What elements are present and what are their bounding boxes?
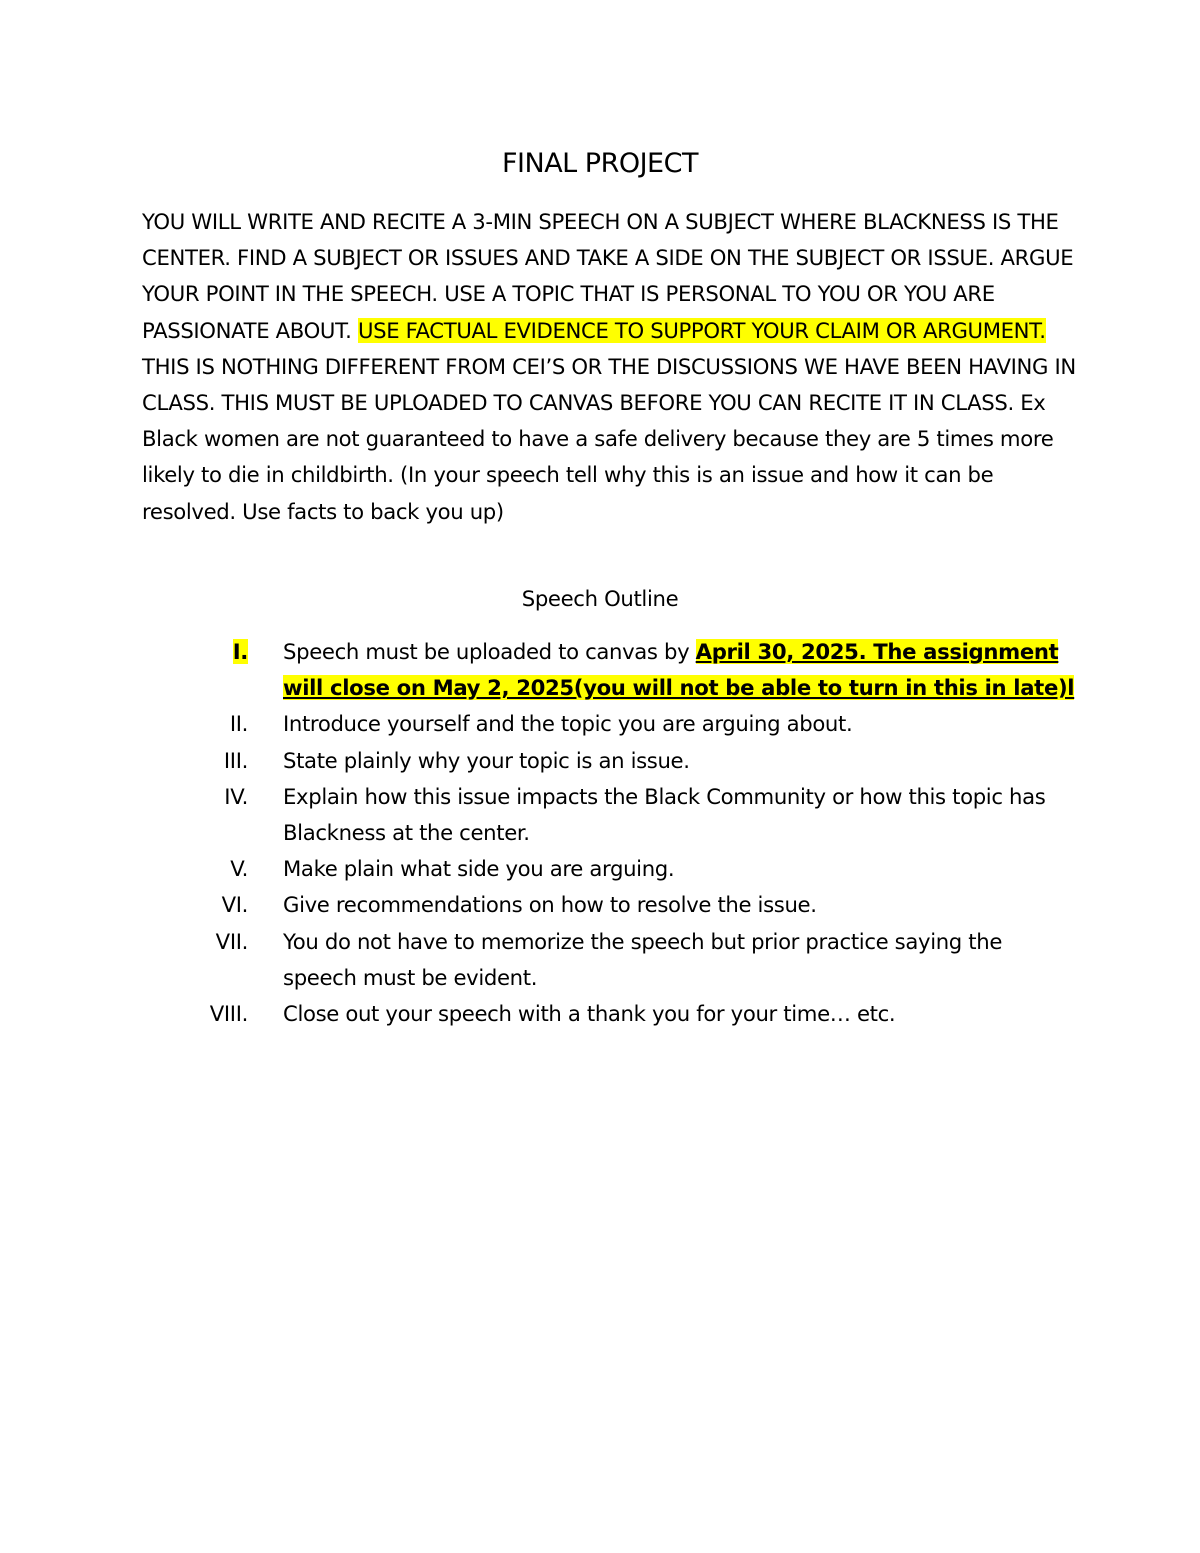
instructions-highlight: USE FACTUAL EVIDENCE TO SUPPORT YOUR CLAIM OR ARGUMENT. [357, 317, 1046, 343]
outline-item-text: Introduce yourself and the topic you are arguing about. [283, 711, 853, 737]
outline-item-text: You do not have to memorize the speech but prior practice saying the speech must be evident. [283, 928, 1003, 990]
instructions-text-2: THIS IS NOTHING DIFFERENT FROM CEI’S OR THE DISCUSSIONS WE HAVE BEEN HAVING IN CLASS. THIS MUST BE UPLOADED TO CANVAS BEFORE YOU CAN RECITE IT IN CLASS. Ex Black women are not guaranteed to have a safe delivery because they are 5 times more likely to die in childbirth. (In your speech tell why this is an issue and how it can be resolved. Use facts to back you up) [142, 353, 1076, 524]
outline-item-4 [142, 779, 1077, 851]
outline-item-number: II. [229, 711, 248, 737]
outline-item-text: Explain how this issue impacts the Black Community or how this topic has Blackness at the center. [283, 783, 1046, 846]
outline-item-text: Give recommendations on how to resolve the issue. [283, 892, 817, 918]
instructions-text-1: YOU WILL WRITE AND RECITE A 3-MIN SPEECH ON A SUBJECT WHERE BLACKNESS IS THE CENTER. FIND A SUBJECT OR ISSUES AND TAKE A SIDE ON THE SUBJECT OR ISSUE. ARGUE YOUR POINT IN THE SPEECH. USE A TOPIC THAT IS PERSONAL TO YOU OR YOU ARE PASSIONATE ABOUT. [142, 209, 1074, 343]
outline-item-3 [142, 743, 1077, 779]
outline-item-number: IV. [224, 783, 248, 809]
page-title: FINAL PROJECT [502, 148, 698, 179]
outline-item-text: Make plain what side you are arguing. [283, 856, 675, 882]
outline-item-number: I. [232, 639, 248, 664]
outline-title: Speech Outline [521, 586, 679, 611]
outline-item-8 [142, 996, 1077, 1032]
outline-item-5 [142, 851, 1077, 887]
outline-item-deadline: April 30, 2025. The assignment will close on May 2, 2025(you will not be able to turn in this in late)l [283, 639, 1075, 701]
outline-item-7 [142, 924, 1077, 996]
outline-item-6 [142, 887, 1077, 923]
outline-item-text: Close out your speech with a thank you for your time… etc. [283, 1001, 896, 1027]
instructions-paragraph [142, 204, 1077, 530]
outline-item-number: VII. [215, 928, 248, 954]
outline-item-2 [142, 706, 1077, 742]
outline-item-1 [142, 634, 1077, 706]
speech-outline-list [142, 634, 1077, 1032]
outline-item-number: VI. [221, 892, 248, 918]
outline-item-text: State plainly why your topic is an issue. [283, 747, 690, 773]
outline-item-number: V. [230, 856, 248, 882]
outline-item-number: III. [223, 747, 248, 773]
outline-item-text: Speech must be uploaded to canvas by [283, 639, 696, 664]
outline-item-number: VIII. [209, 1001, 248, 1027]
